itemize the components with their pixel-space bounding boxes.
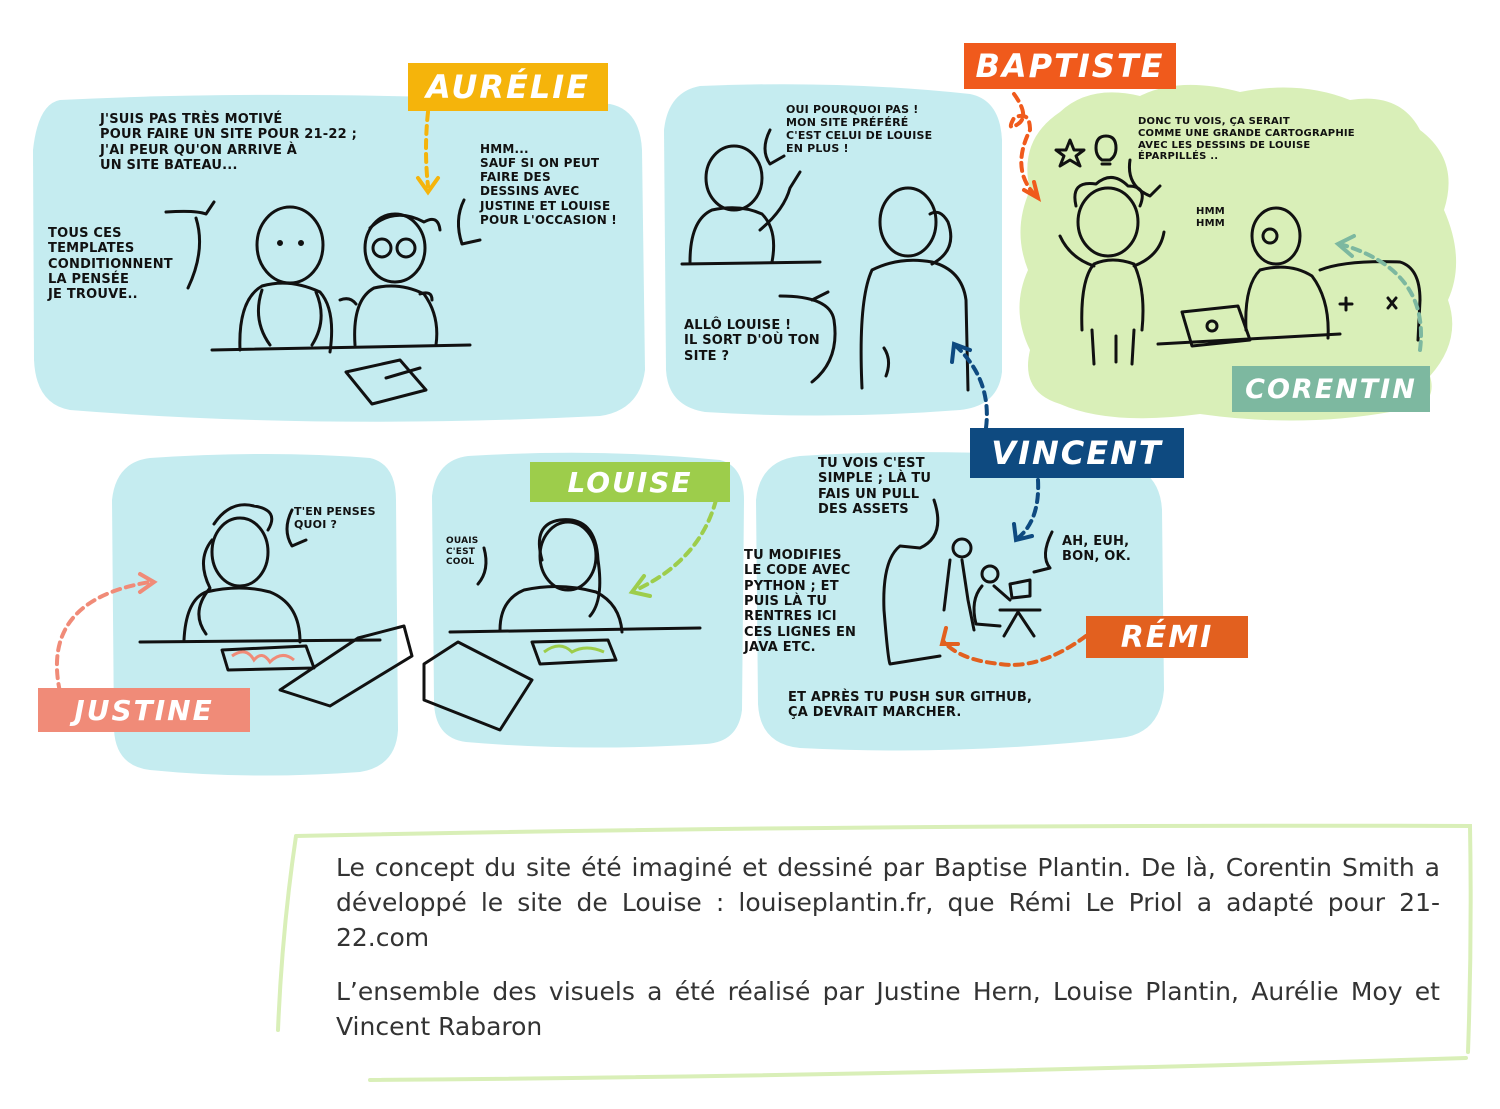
speech-p4-justine: T'EN PENSES QUOI ? xyxy=(294,505,376,531)
speech-p6-remi: AH, EUH, BON, OK. xyxy=(1062,534,1131,565)
name-tag-corentin: CORENTIN xyxy=(1232,366,1430,412)
speech-p3-baptiste: DONC TU VOIS, ÇA SERAIT COMME UNE GRANDE CARTOGRAPHIE AVEC LES DESSINS DE LOUISE ÉPARPILLÉS .. xyxy=(1138,116,1355,163)
speech-p2-top: OUI POURQUOI PAS ! MON SITE PRÉFÉRÉ C'EST CELUI DE LOUISE EN PLUS ! xyxy=(786,103,933,155)
panel-4-table-line xyxy=(140,640,380,642)
name-tag-aurelie: AURÉLIE xyxy=(408,63,608,111)
speech-p3-hmm: HMM HMM xyxy=(1196,206,1225,229)
caption-paragraph-credits-concept: Le concept du site été imaginé et dessiné par Baptise Plantin. De là, Corentin Smith a développé le site de Louise : louiseplantin.fr, que Rémi Le Priol a adapté pour 21-22.com xyxy=(336,853,1440,952)
speech-p2-phone: ALLÔ LOUISE ! IL SORT D'OÙ TON SITE ? xyxy=(684,318,820,364)
speech-p1-aurelie: HMM... SAUF SI ON PEUT FAIRE DES DESSINS AVEC JUSTINE ET LOUISE POUR L'OCCASION ! xyxy=(480,142,617,227)
panel-2-table-line xyxy=(682,262,820,264)
speech-p6-vincent-3: ET APRÈS TU PUSH SUR GITHUB, ÇA DEVRAIT MARCHER. xyxy=(788,690,1033,721)
caption-paragraph-credits-visuals: L’ensemble des visuels a été réalisé par Justine Hern, Louise Plantin, Aurélie Moy et Vincent Rabaron xyxy=(336,977,1440,1041)
name-tag-justine: JUSTINE xyxy=(38,688,250,732)
name-tag-vincent: VINCENT xyxy=(970,428,1184,478)
name-tag-baptiste: BAPTISTE xyxy=(964,43,1176,89)
name-tag-louise: LOUISE xyxy=(530,462,730,502)
name-tag-remi: RÉMI xyxy=(1086,616,1248,658)
speech-p6-vincent-2: TU MODIFIES LE CODE AVEC PYTHON ; ET PUIS LÀ TU RENTRES ICI CES LIGNES EN JAVA ETC. xyxy=(744,548,857,655)
speech-p6-vincent-1: TU VOIS C'EST SIMPLE ; LÀ TU FAIS UN PULL DES ASSETS xyxy=(818,456,932,517)
speech-p1-man: J'SUIS PAS TRÈS MOTIVÉ POUR FAIRE UN SITE POUR 21-22 ; J'AI PEUR QU'ON ARRIVE À UN SITE BATEAU... xyxy=(100,112,357,173)
speech-p1-templates: TOUS CES TEMPLATES CONDITIONNENT LA PENSÉE JE TROUVE.. xyxy=(48,226,173,303)
speech-p5-louise: OUAIS C'EST COOL xyxy=(446,536,479,568)
